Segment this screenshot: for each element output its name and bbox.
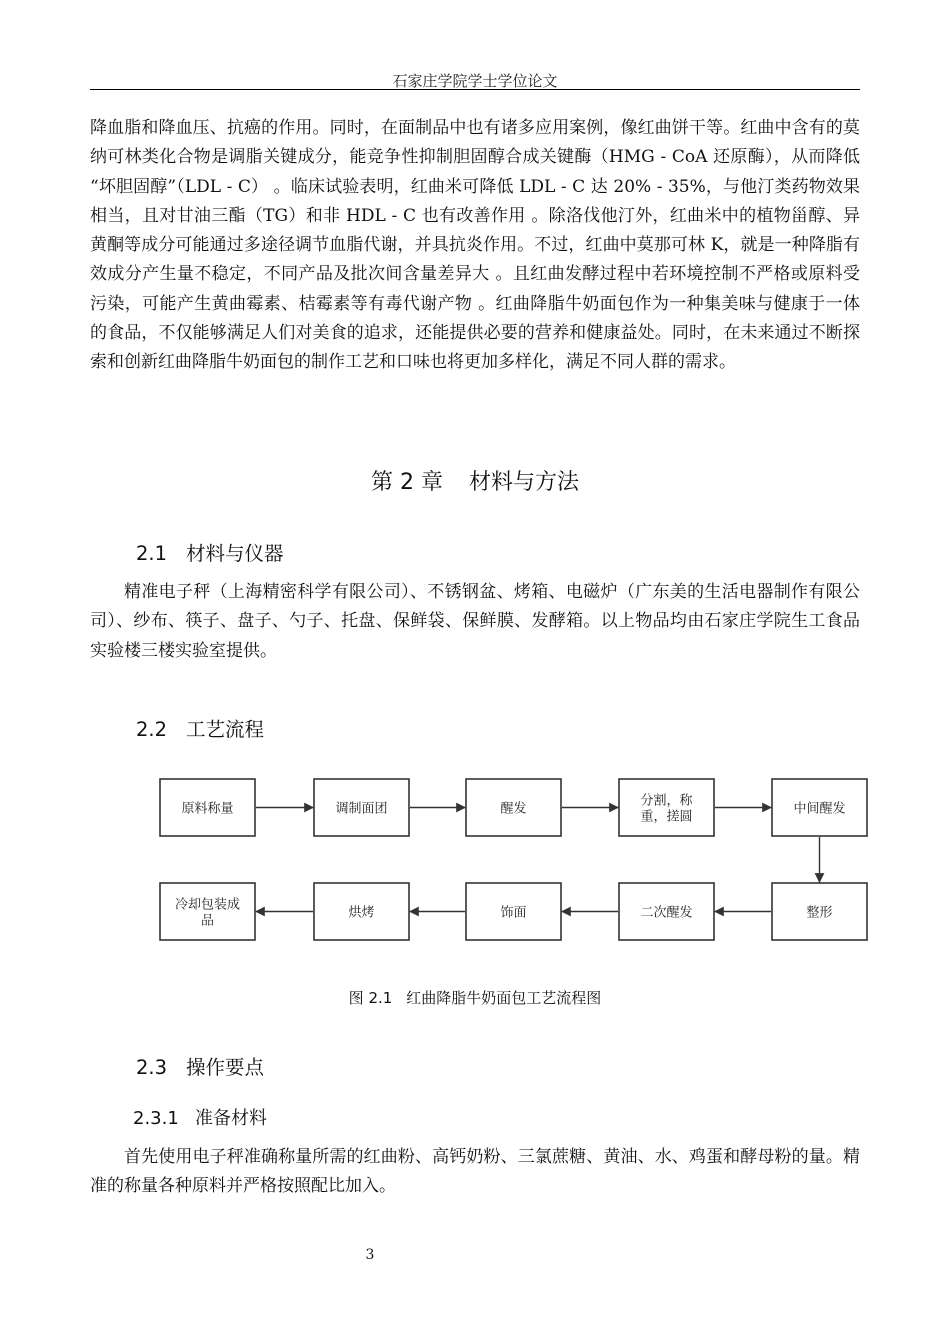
flow-step-label: 分割，称 [640,793,693,809]
section-number: 2.3 [136,1056,168,1079]
preparation-paragraph: 首先使用电子秤准确称量所需的红曲粉、高钙奶粉、三氯蔗糖、黄油、水、鸡蛋和酵母粉的量。精准的称量各种原料并严格按照配比加入。 [90,1147,860,1197]
flow-step [160,883,255,940]
subsection-heading-2-3-1 [133,1104,267,1130]
section-heading-2-3 [136,1052,264,1080]
flow-step-label: 二次醒发 [640,905,693,921]
flow-step [772,883,867,940]
figure-number: 图 2.1 [348,989,393,1007]
flow-step [466,779,561,836]
flow-step [619,779,714,836]
page-number: 3 [365,1247,375,1263]
figure-caption [90,987,860,1008]
flow-step-label: 重，搓圆 [640,809,693,825]
section-title: 操作要点 [186,1056,265,1079]
flow-step [314,779,409,836]
flow-step-label: 冷却包装成 [174,897,241,913]
flow-step [160,779,255,836]
flow-step-label: 调制面团 [335,801,388,817]
flow-step-label: 原料称量 [181,801,234,817]
section-title: 材料与仪器 [186,542,284,565]
section-number: 2.1 [136,542,168,565]
running-header: 石家庄学院学士学位论文 [392,72,558,90]
materials-paragraph: 精准电子秤（上海精密科学有限公司）、不锈钢盆、烤箱、电磁炉（广东美的生活电器制作有限公司）、纱布、筷子、盘子、勺子、托盘、保鲜袋、保鲜膜、发酵箱。以上物品均由石家庄学院生工食品实验楼三楼实验室提供。 [90,582,860,661]
chapter-name: 材料与方法 [468,470,579,495]
flow-step-label: 品 [200,913,215,929]
chapter-number: 第 2 章 [371,470,443,495]
flow-step-label: 整形 [806,905,833,921]
flow-step [772,779,867,836]
flow-step [466,883,561,940]
section-number: 2.2 [136,718,168,741]
flow-step-label: 烘烤 [348,905,375,921]
flow-step-label: 中间醒发 [793,801,846,817]
subsection-number: 2.3.1 [133,1108,179,1129]
subsection-title: 准备材料 [195,1108,267,1129]
flow-step [619,883,714,940]
intro-paragraph: 降血脂和降血压、抗癌的作用。同时，在面制品中也有诸多应用案例，像红曲饼干等。红曲中含有的莫纳可林类化合物是调脂关键成分，能竞争性抑制胆固醇合成关键酶（HMG - CoA 还原酶），从而降低 “坏胆固醇”（LDL - C） 。临床试验表明，红曲米可降低 LDL - C 达 20% - 35%，与他汀类药物效果相当，且对甘油三酯（TG）和非 HDL - C 也有改善作用 。除洛伐他汀外，红曲米中的植物甾醇、异黄酮等成分可能通过多途径调节血脂代谢，并具抗炎作用。不过，红曲中莫那可林 K，就是一种降脂有效成分产生量不稳定，不同产品及批次间含量差异大 。且红曲发酵过程中若环境控制不严格或原料受污染，可能产生黄曲霉素、桔霉素等有毒代谢产物 。红曲降脂牛奶面包作为一种集美味与健康于一体的食品，不仅能够满足人们对美食的追求，还能提供必要的营养和健康益处。同时，在未来通过不断探索和创新红曲降脂牛奶面包的制作工艺和口味也将更加多样化，满足不同人群的需求。 [90,118,860,373]
flow-step-label: 饰面 [500,905,527,921]
figure-title: 红曲降脂牛奶面包工艺流程图 [406,989,602,1007]
flow-step-label: 醒发 [500,801,527,817]
section-title: 工艺流程 [186,718,265,741]
flow-step [314,883,409,940]
